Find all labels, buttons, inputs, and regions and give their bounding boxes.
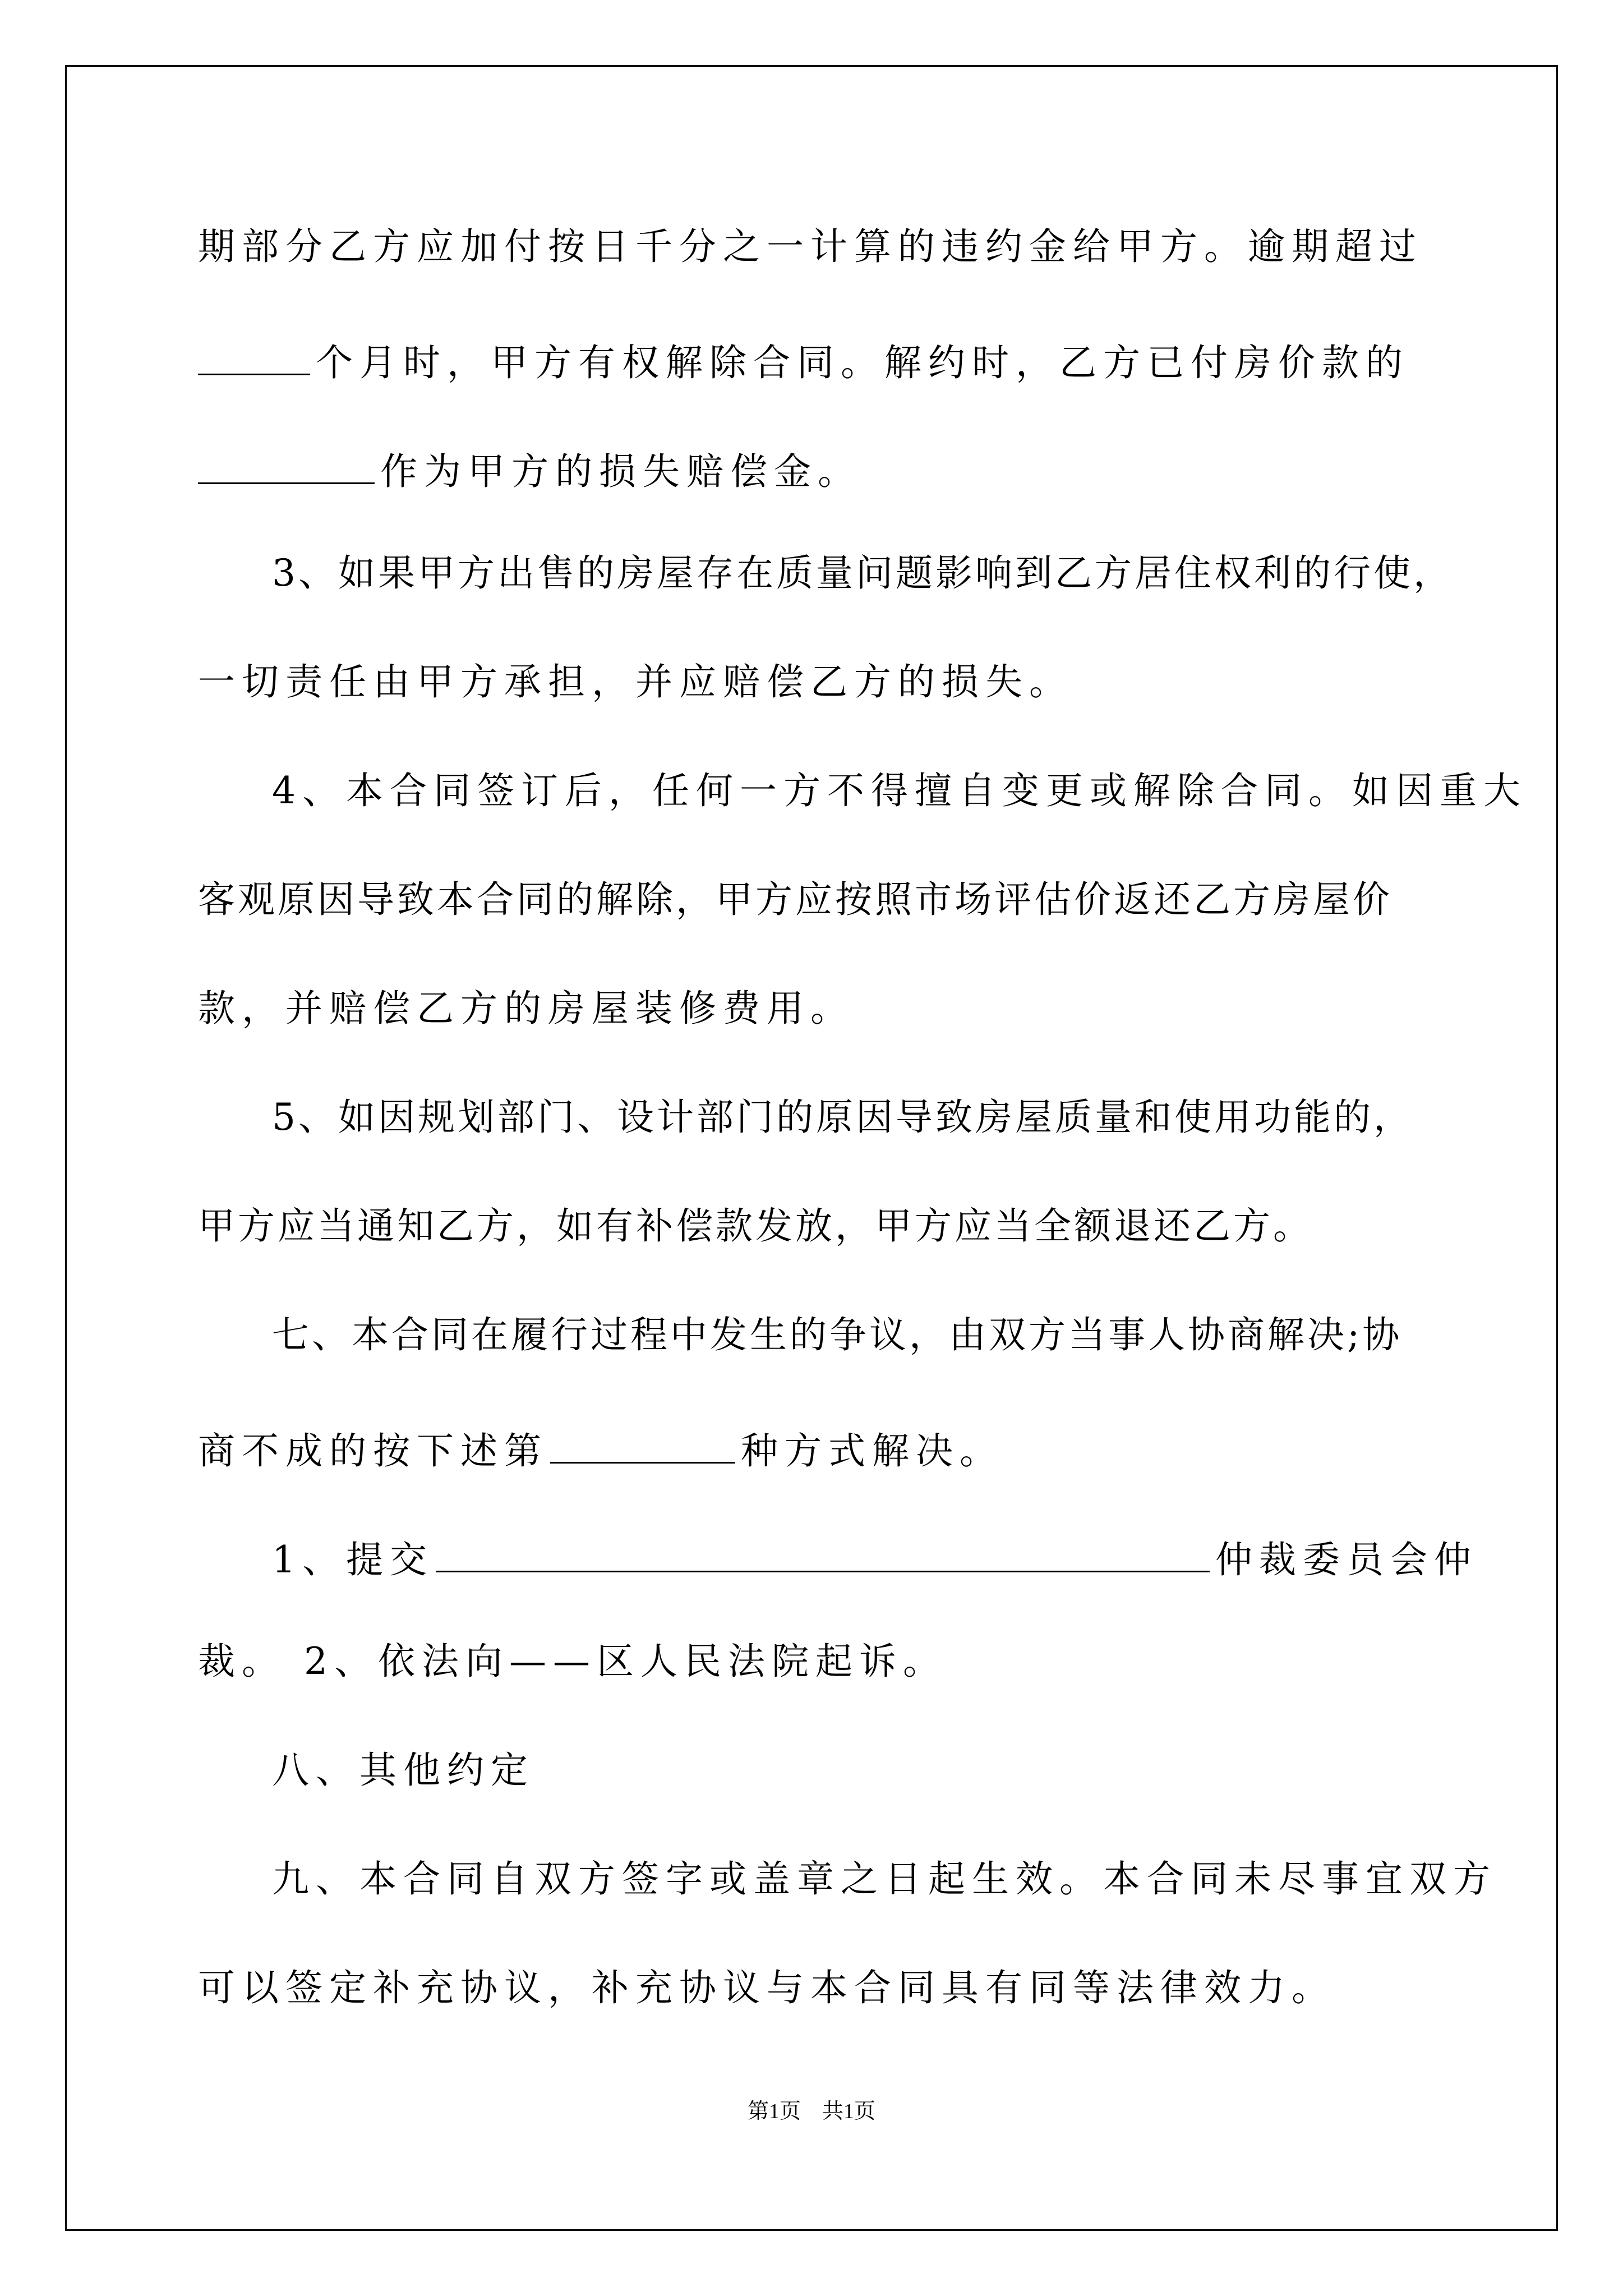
paragraph-line: 七、本合同在履行过程中发生的争议，由双方当事人协商解决;协 [272, 1313, 1403, 1356]
blank-field [550, 1410, 735, 1464]
section-heading: 八、其他约定 [272, 1749, 534, 1792]
paragraph-line: 商不成的按下述第 种方式解决。 [198, 1410, 1432, 1519]
paragraph-line: 个月时，甲方有权解除合同。解约时，乙方已付房价款的 [198, 322, 1432, 431]
paragraph-line: 九、本合同自双方签字或盖章之日起生效。本合同未尽事宜双方 [272, 1857, 1497, 1901]
paragraph-line: 3、如果甲方出售的房屋存在质量问题影响到乙方居住权利的行使， [272, 551, 1453, 595]
document-body [198, 213, 1527, 2063]
paragraph-line: 款，并赔偿乙方的房屋装修费用。 [198, 987, 854, 1030]
paragraph-line: 4、本合同签订后，任何一方不得擅自变更或解除合同。如因重大 [272, 769, 1527, 812]
blank-field [198, 431, 375, 484]
paragraph-line: 可以签定补充协议，补充协议与本合同具有同等法律效力。 [198, 1966, 1335, 2009]
paragraph-line: 作为甲方的损失赔偿金。 [198, 431, 1432, 540]
blank-field [198, 322, 310, 375]
blank-field [436, 1519, 1210, 1572]
paragraph-line: 1、提交 仲裁委员会仲 [198, 1519, 1432, 1628]
paragraph-line: 一切责任由甲方承担，并应赔偿乙方的损失。 [198, 660, 1073, 703]
paragraph-line: 客观原因导致本合同的解除，甲方应按照市场评估价返还乙方房屋价 [198, 878, 1393, 921]
paragraph-line: 5、如因规划部门、设计部门的原因导致房屋质量和使用功能的， [272, 1096, 1413, 1139]
page-footer: 第1页 共1页 [747, 2100, 875, 2123]
paragraph-line: 甲方应当通知乙方，如有补偿款发放，甲方应当全额退还乙方。 [198, 1204, 1313, 1248]
paragraph-line: 期部分乙方应加付按日千分之一计算的违约金给甲方。逾期超过 [198, 225, 1423, 268]
paragraph-line: 裁。 2、依法向——区人民法院起诉。 [198, 1640, 947, 1683]
